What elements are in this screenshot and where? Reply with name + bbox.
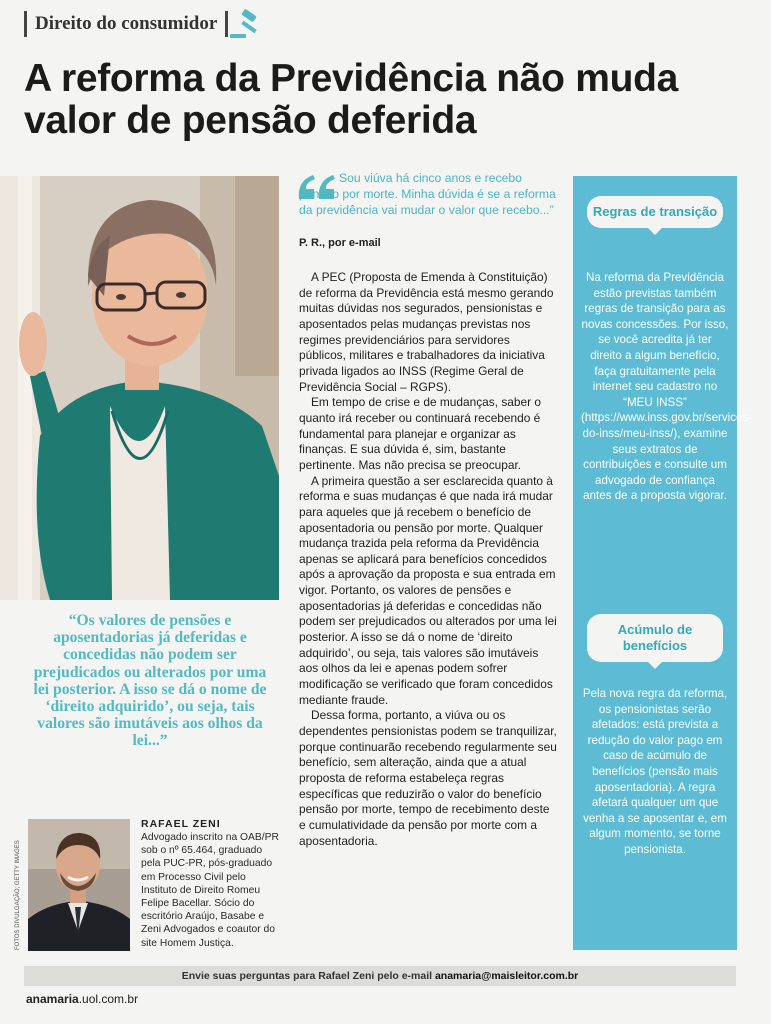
answer-paragraph: A primeira questão a ser esclarecida quanto à reforma e suas mudanças é que nada irá mudar para aqueles que já recebem o benefício de aposentadoria ou pensão por morte. Qualquer mudança trazida pela reforma da Previdência apenas se aplicará para benefícios concedidos após a aprovação da proposta e sua entrada em vigor. Portanto, os valores de pensões e aposentadorias já deferidas e concedidas não podem ser prejudicados ou alterados por uma lei posterior. A isso se dá o nome de ‘direito adquirido’, ou seja, tais valores são imutáveis aos olhos da lei e apenas podem sofrer modificação se verificado que foram concedidos mediante fraude. <box>299 473 557 707</box>
sidebar-title-transition: Regras de transição <box>587 196 723 228</box>
ask-text: Envie suas perguntas para Rafael Zeni pelo e-mail <box>181 970 433 982</box>
ask-email[interactable]: anamaria@maisleitor.com.br <box>434 970 579 982</box>
answer-paragraph: Em tempo de crise e de mudanças, saber o quanto irá receber ou continuará recebendo é fundamental para planejar e organizar as finanças. E sua dúvida é, sim, bastante pertinente. Mas não precisa se preocupar. <box>299 395 542 472</box>
section-title: Direito do consumidor <box>35 13 218 34</box>
headline: A reforma da Previdência não muda valor de pensão deferida <box>24 57 679 142</box>
ask-bar <box>24 966 736 986</box>
reader-question: Sou viúva há cinco anos e recebo pensão por morte. Minha dúvida é se a reforma da previdência vai mudar o valor que recebo...” <box>299 171 556 217</box>
author-name: RAFAEL ZENI <box>141 818 221 830</box>
site-name: anamaria <box>26 992 79 1006</box>
author-photo <box>28 819 130 951</box>
author-bio: Advogado inscrito na OAB/PR sob o nº 65.464, graduado pela PUC-PR, pós-graduado em Processo Civil pelo Instituto de Direito Romeu Felipe Bacellar. Sócio do escritório Araújo, Basabe e Zeni Advogados e coautor do site Homem Justiça. <box>141 832 279 949</box>
sidebar-text-accumulation: Pela nova regra da reforma, os pensionistas serão afetados: está prevista a redução do valor pago em caso de acúmulo de benefícios (pensão mais aposentadoria). A regra afetará qualquer um que venha a se aposentar e, em algum momento, se torne pensionista. <box>582 687 728 856</box>
answer-paragraph: Dessa forma, portanto, a viúva ou os dependentes pensionistas podem se tranquilizar, porque continuarão recebendo regularmente seu benefício, sem alteração, ainda que a atual proposta de reforma estabeleça regras específicas que reduzirão o valor do benefício pensão por morte, tempo de recebimento deste e cumulatividade da pensão por morte com a aposentadoria. <box>299 708 557 848</box>
section-header <box>24 8 268 40</box>
pull-quote: “Os valores de pensões e aposentadorias já deferidas e concedidas não podem ser prejudicados ou alterados por uma lei posterior. A isso se dá o nome de ‘direito adquirido’, ou seja, tais valores são imutáveis aos olhos da lei...” <box>33 612 267 750</box>
site-url[interactable] <box>26 992 138 1006</box>
photo-credit <box>10 822 22 952</box>
sidebar <box>573 176 753 950</box>
answer-paragraph: A PEC (Proposta de Emenda à Constituição) de reforma da Previdência está mesmo gerando muitas dúvidas nos segurados, pensionistas e aposentados pelas mudanças previstas nos regimes previdenciários para servidores públicos, militares e trabalhadores da iniciativa privada ligados ao INSS (Regime Geral de Previdência Social – RGPS). <box>299 270 554 394</box>
gavel-icon <box>228 8 268 40</box>
sidebar-text-transition: Na reforma da Previdência estão previstas também regras de transição para as novas concessões. Por isso, se você acredita já ter direito a algum benefício, faça gratuitamente pela internet seu cadastro no “MEU INSS” (https://www.inss.gov.br/servicos-do-inss/meu-inss/), examine seus extratos de contribuições e consulte um advogado de confiança antes de a proposta vigorar. <box>581 271 753 503</box>
woman-photo <box>0 176 279 600</box>
answer-body <box>299 270 557 849</box>
question-signature: P. R., por e-mail <box>299 237 381 249</box>
photo-credit-text: FOTOS DIVULGAÇÃO; GETTY IMAGES <box>15 840 21 950</box>
sidebar-title-accumulation: Acúmulo de benefícios <box>587 614 723 662</box>
site-domain: .uol.com.br <box>78 992 139 1006</box>
